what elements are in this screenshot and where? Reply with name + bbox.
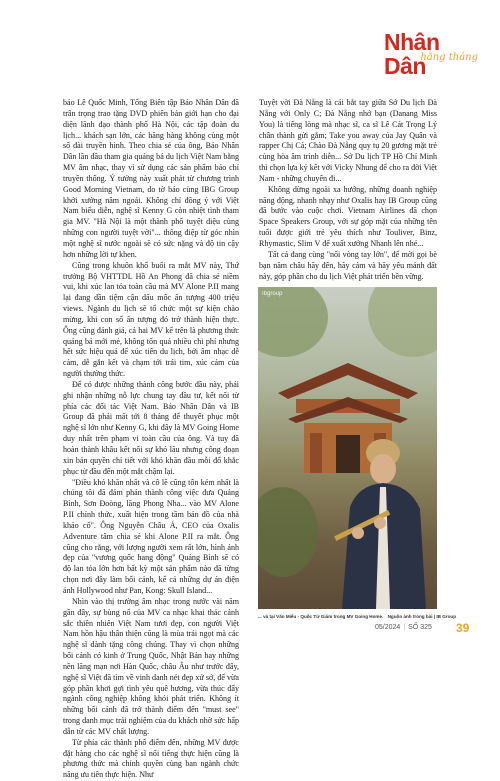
issue-date: 05/2024: [375, 624, 401, 631]
photo-watermark: Ibgroup: [262, 291, 283, 297]
caption-text: ... và tại Văn Miếu - Quốc Tử Giám trong MV Going Home.: [258, 614, 384, 619]
paragraph: Từ phía các thành phố điểm đến, những MV được đặt hàng cho các nghệ sĩ nổi tiếng thực hiện cũng là phương thức mà chính quyền cùng ban ngành chức năng ưu tiên thực hiện. Như: [63, 737, 239, 780]
brand-tagline: hằng tháng: [420, 52, 478, 63]
issue-number: SỐ 325: [408, 624, 432, 631]
foliage-shape: [258, 487, 318, 577]
paragraph: bảo Lê Quốc Minh, Tổng Biên tập Báo Nhân Dân đã trân trọng trao tặng DVD phiên bản giới hạn cho đại diện lãnh đạo thành phố Hà Nội, các tập đoàn du lịch... khách sạn lớn, các hãng hàng không cùng một số đài truyền hình. Theo chia sẻ của ông, Báo Nhân Dân lần đầu tham gia quảng bá du lịch Việt Nam bằng MV âm nhạc, thay vì sử dụng các sản phẩm báo chí truyền thống. Ý tưởng này xuất phát từ chương trình Good Morning Vietnam, do tờ báo cùng IBG Group khởi xướng năm ngoái. Không chỉ đồng ý với Việt Nam biểu diễn, nghệ sĩ Kenny G còn nhiệt tình tham gia MV. "Hà Nội là một thành phố tuyệt diệu cùng những con người tuyệt vời"... thông điệp từ góc nhìn một nghệ sĩ nước ngoài sẽ có sức nặng và độ tin cậy hơn những lời tự khen.: [63, 98, 239, 259]
paragraph: Nhìn vào thị trường âm nhạc trong nước vài năm gần đây, sự bùng nổ của MV ca nhạc khai thác cảnh sắc thiên nhiên Việt Nam tươi đẹp, con người Việt Nam hồn hậu thân thiện cũng là mùa trái ngọt mà các nghệ sĩ dành tặng công chúng. Thay vì chọn những bối cảnh có kinh ở Trung Quốc, Nhật Bản hay những nền lãng mạn nơi Hàn Quốc, châu Âu như trước đây, nghệ sĩ Việt đã tìm về vinh danh nét đẹp xứ sở, để vừa góp phần khơi gợi tình yêu quê hương, vừa thúc đẩy ngành công nghiệp không khói phát triển. Không ít những bối cảnh đã trở thành điểm đến "must see" trong danh mục trải nghiệm của du khách nhờ sức hấp dẫn từ các MV chất lượng.: [63, 596, 239, 736]
photo-caption: [258, 614, 457, 619]
foliage-shape: [258, 287, 328, 357]
page-footer: [375, 624, 432, 631]
masthead: [384, 29, 484, 79]
paragraph: Để có được những thành công bước đầu này, phải ghi nhận những nỗ lực chung tay đầu tư, kết nối từ phía các đối tác Việt Nam. Báo Nhân Dân và IB Group đã phải mất tới 8 tháng để thuyết phục một nghệ sĩ lớn như Kenny G, khi đây là MV Going Home duy nhất trên phạm vi toàn cầu của ông. Và tuy đã hoàn thành khâu kết nối sự khó lãu nhưng công đoạn xin bản quyền chỉ tiết với khó khăn đầu mỗi đổ khắc phục từ đầu đến một mắt chậm lại.: [63, 379, 239, 476]
brand-logo: Nhân Dân: [384, 29, 440, 79]
article-photo: [258, 287, 437, 609]
saxophonist-figure: [328, 437, 428, 609]
foliage-shape: [368, 287, 437, 357]
paragraph: Tuyệt vời Đà Nẵng là cái bắt tay giữa Sở Du lịch Đà Nẵng với Only C; Đà Nẵng nhớ bạn (Danang Miss You) là tiếng lòng mà nhạc sĩ, ca sĩ Lê Cát Trọng Lý chân thành gửi gắm; Take you away của Jay Quân và rapper Chị Cả; Chào Đà Nẵng quy tụ 20 gương mặt trẻ cùng hòa âm trình diễn... Sở Du lịch TP Hồ Chí Minh thì chọn lựa ký kết với Vicky Nhung để cho ra đời Việt Nam - những chuyến đi...: [259, 98, 437, 183]
footer-divider: |: [403, 624, 406, 631]
article-left-column: [63, 98, 239, 781]
paragraph: Tất cả đang cùng "nối vòng tay lớn", để mời gọi bè bạn năm châu hãy đến, hãy cảm và hãy yêu mảnh đất này, góp phần cho du lịch Việt phát triển bền vững.: [259, 249, 437, 281]
paragraph: Cũng trong khuôn khổ buổi ra mắt MV này, Thứ trưởng Bộ VHTTDL Hồ An Phong đã chia sẻ niềm vui, khi xúc lan tỏa toàn cầu mà MV Alone P.II mang lại đang dần tiệm cận dấu mốc ấn tượng 400 triệu views. Ngành du lịch sẽ tổ chức một sự kiện chào mừng, khi con số ấn tượng đó trở thành hiện thực. Ông cũng đánh giá, cả hai MV kể trên là phương thức quảng bá mới mẻ, không tốn quá nhiều chi phí nhưng hết sức hiệu quả để xúc tiến du lịch, bởi âm nhạc dễ cảm, dễ gắn kết và chạm tới trái tim, xúc cảm của người thưởng thức.: [63, 260, 239, 379]
paragraph: "Điều khó khăn nhất và cô lẽ cũng tốn kém nhất là chúng tôi đã đảm phán thành công việc đưa Quảng Bình, Sơn Đoòng, lăng Phong Nha... vào MV Alone P.II chính thức, xuất hiện trong tầm bản đồ của nhà khảo cổ". Ông Nguyễn Châu Á, CEO của Oxalis Adventure tâm chia sẻ khi Alone P.II ra mắt. Ông cũng cho rằng, với lượng người xem rất lớn, hình ảnh đẹp của "vương quốc hang động" Quảng Bình sẽ có độ lan tỏa lớn hơn bất kỳ một sản phẩm nào đã từng chọn nơi đây làm bối cảnh, kể cả những dự án điện ảnh Hollywood như Pan, Kong: Skull Island...: [63, 477, 239, 595]
photo-credit: Nguồn ảnh trong bài | IB Group: [387, 614, 457, 619]
paragraph: Không dừng ngoài xa hướng, những doanh nghiệp năng động, nhanh nhạy như Oxalis hay IB Group cũng đã bước vào cuộc chơi. Vietnam Airlines đã chọn Space Speakers Group, với sự góp mặt của những tên tuổi được giới trẻ yêu thích như Touliver, Binz, Rhymastic, Slim V để xuất xưởng Nhanh lên nhé...: [259, 184, 437, 248]
page-number: 39: [456, 621, 470, 635]
article-right-column: [259, 98, 437, 282]
